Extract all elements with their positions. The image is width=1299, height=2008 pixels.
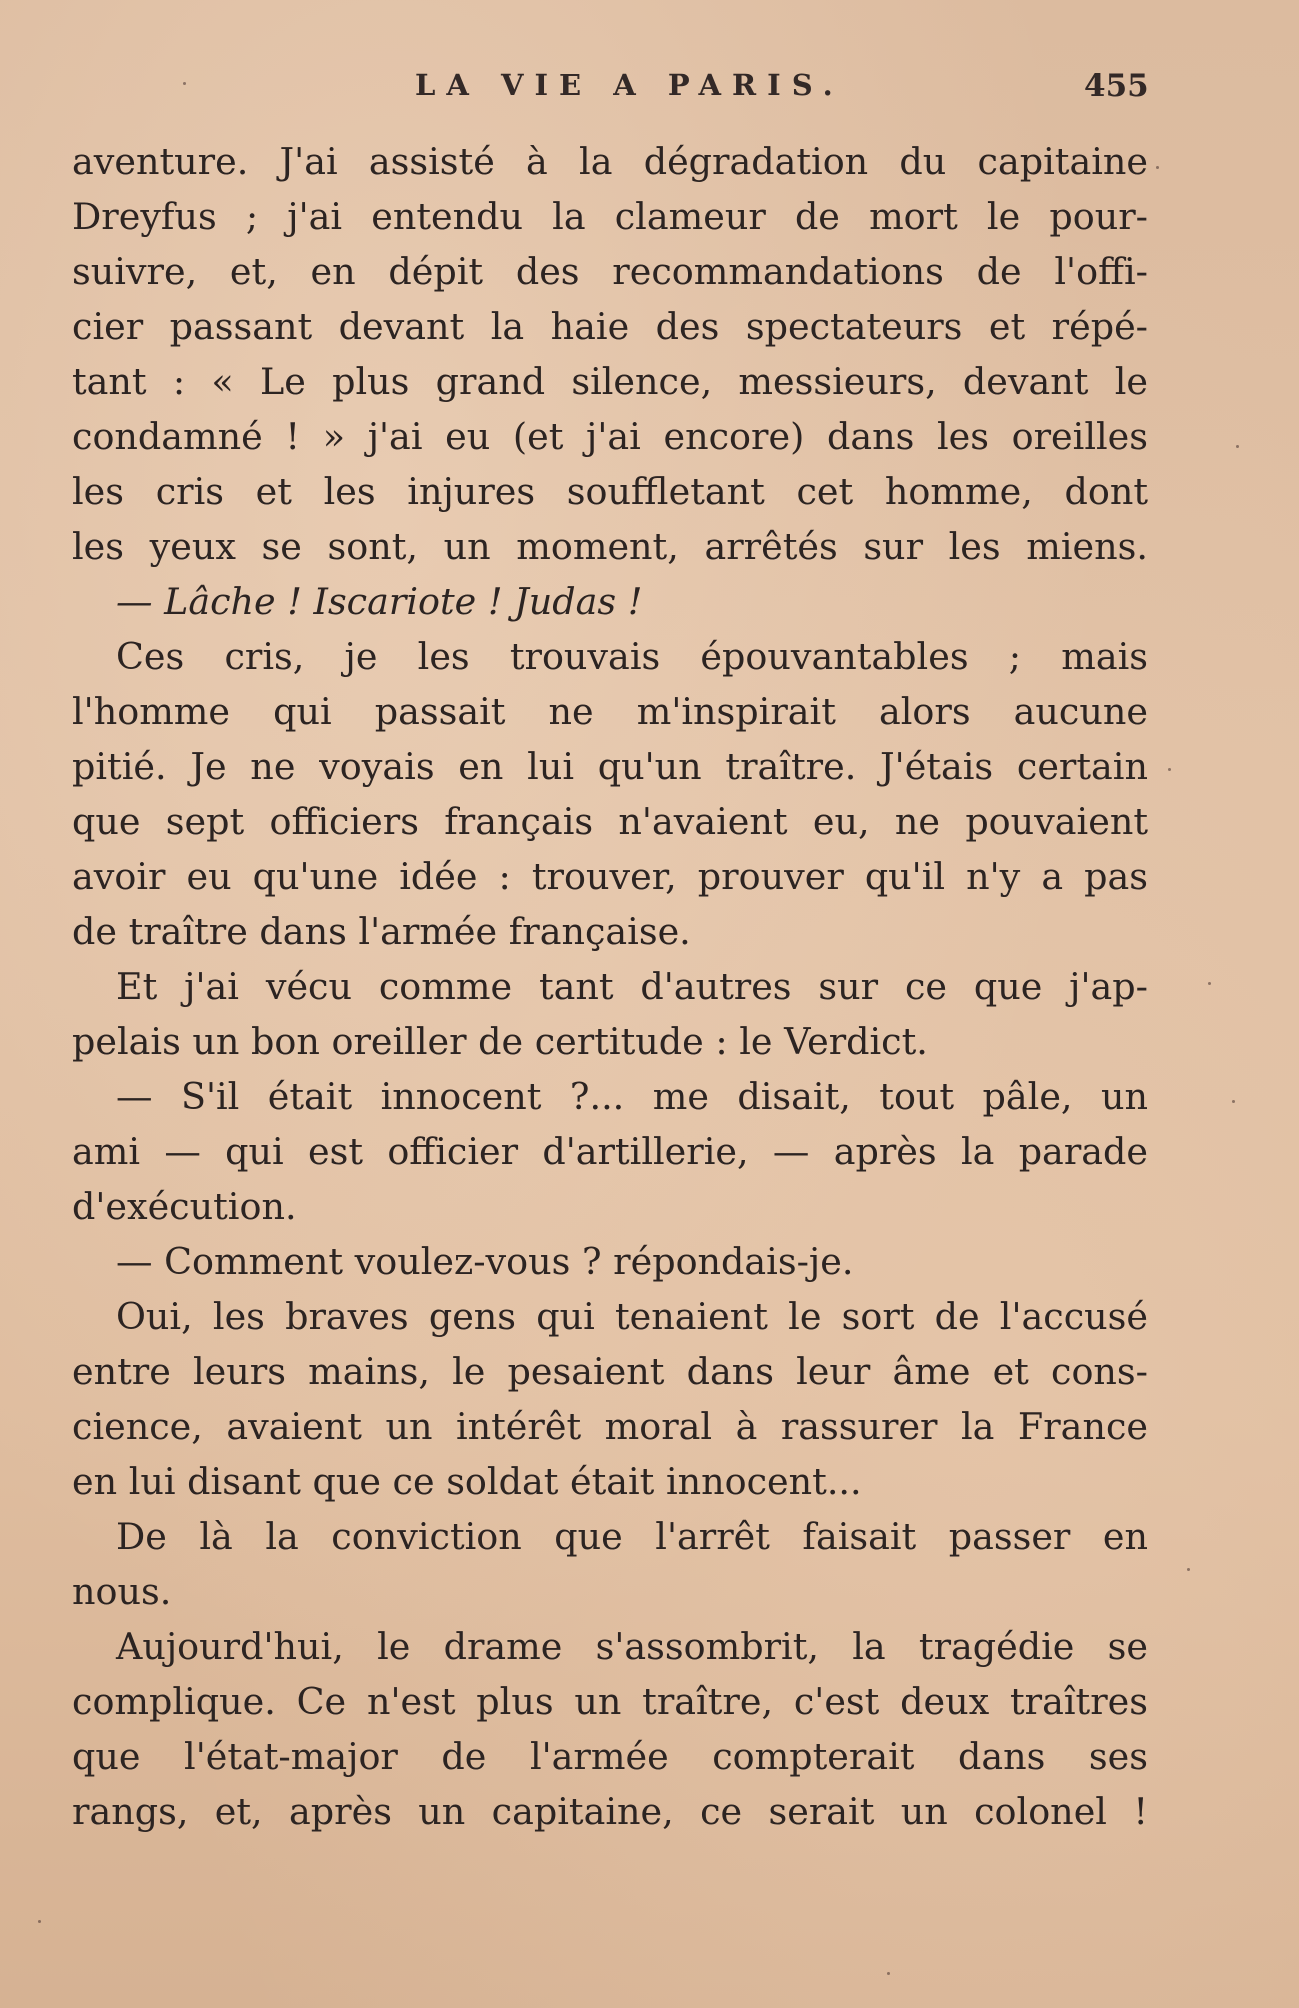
paragraph-start-line: Ces cris, je les trouvais épouvantables ; mais <box>116 635 1148 678</box>
text-line: cier passant devant la haie des spectateurs et répé- <box>72 305 1148 348</box>
paper-speck <box>38 1920 41 1923</box>
text-line: les yeux se sont, un moment, arrêtés sur les miens. <box>72 525 1148 568</box>
text-line: tant : « Le plus grand silence, messieurs, devant le <box>72 360 1148 403</box>
text-line: que l'état-major de l'armée compterait dans ses <box>72 1735 1148 1778</box>
text-line: complique. Ce n'est plus un traître, c'est deux traîtres <box>72 1680 1148 1723</box>
body-text <box>72 134 1148 1839</box>
text-line: les cris et les injures souffletant cet homme, dont <box>72 470 1148 513</box>
running-title: LA VIE A PARIS. <box>415 68 844 102</box>
paper-speck <box>1156 166 1159 169</box>
dialogue-line: — S'il était innocent ?... me disait, tout pâle, un <box>116 1075 1148 1118</box>
text-line: suivre, et, en dépit des recommandations de l'offi- <box>72 250 1148 293</box>
text-line: l'homme qui passait ne m'inspirait alors aucune <box>72 690 1148 733</box>
paragraph-start-line: Et j'ai vécu comme tant d'autres sur ce que j'ap- <box>116 965 1148 1008</box>
paragraph-end-line: pelais un bon oreiller de certitude : le Verdict. <box>72 1020 928 1063</box>
dialogue-line: — Comment voulez-vous ? répondais-je. <box>116 1240 854 1283</box>
paper-speck <box>183 82 186 85</box>
text-line: Dreyfus ; j'ai entendu la clameur de mort le pour- <box>72 195 1148 238</box>
paper-speck <box>887 1972 890 1975</box>
paper-speck <box>1168 768 1171 771</box>
text-line: ami — qui est officier d'artillerie, — après la parade <box>72 1130 1148 1173</box>
page-header <box>0 68 1299 108</box>
paragraph-end-line: d'exécution. <box>72 1185 297 1228</box>
paper-speck <box>1232 1100 1235 1103</box>
text-line: entre leurs mains, le pesaient dans leur âme et cons- <box>72 1350 1148 1393</box>
text-line: rangs, et, après un capitaine, ce serait un colonel ! <box>72 1790 1148 1833</box>
paper-speck <box>1187 1568 1190 1571</box>
dialogue-line: — Lâche ! Iscariote ! Judas ! <box>116 580 643 623</box>
paragraph-start-line: Oui, les braves gens qui tenaient le sort de l'accusé <box>116 1295 1148 1338</box>
paragraph-end-line: de traître dans l'armée française. <box>72 910 691 953</box>
page-number: 455 <box>1084 68 1149 104</box>
paragraph-start-line: Aujourd'hui, le drame s'assombrit, la tragédie se <box>116 1625 1148 1668</box>
paragraph-end-line: nous. <box>72 1570 172 1613</box>
paper-speck <box>1236 445 1239 448</box>
paragraph-start-line: De là la conviction que l'arrêt faisait passer en <box>116 1515 1148 1558</box>
text-line: avoir eu qu'une idée : trouver, prouver qu'il n'y a pas <box>72 855 1148 898</box>
paragraph-end-line: en lui disant que ce soldat était innocent... <box>72 1460 862 1503</box>
paper-speck <box>1208 982 1211 985</box>
text-line: condamné ! » j'ai eu (et j'ai encore) dans les oreilles <box>72 415 1148 458</box>
text-line: aventure. J'ai assisté à la dégradation du capitaine <box>72 140 1148 183</box>
text-line: que sept officiers français n'avaient eu, ne pouvaient <box>72 800 1148 843</box>
text-line: cience, avaient un intérêt moral à rassurer la France <box>72 1405 1148 1448</box>
text-line: pitié. Je ne voyais en lui qu'un traître. J'étais certain <box>72 745 1148 788</box>
